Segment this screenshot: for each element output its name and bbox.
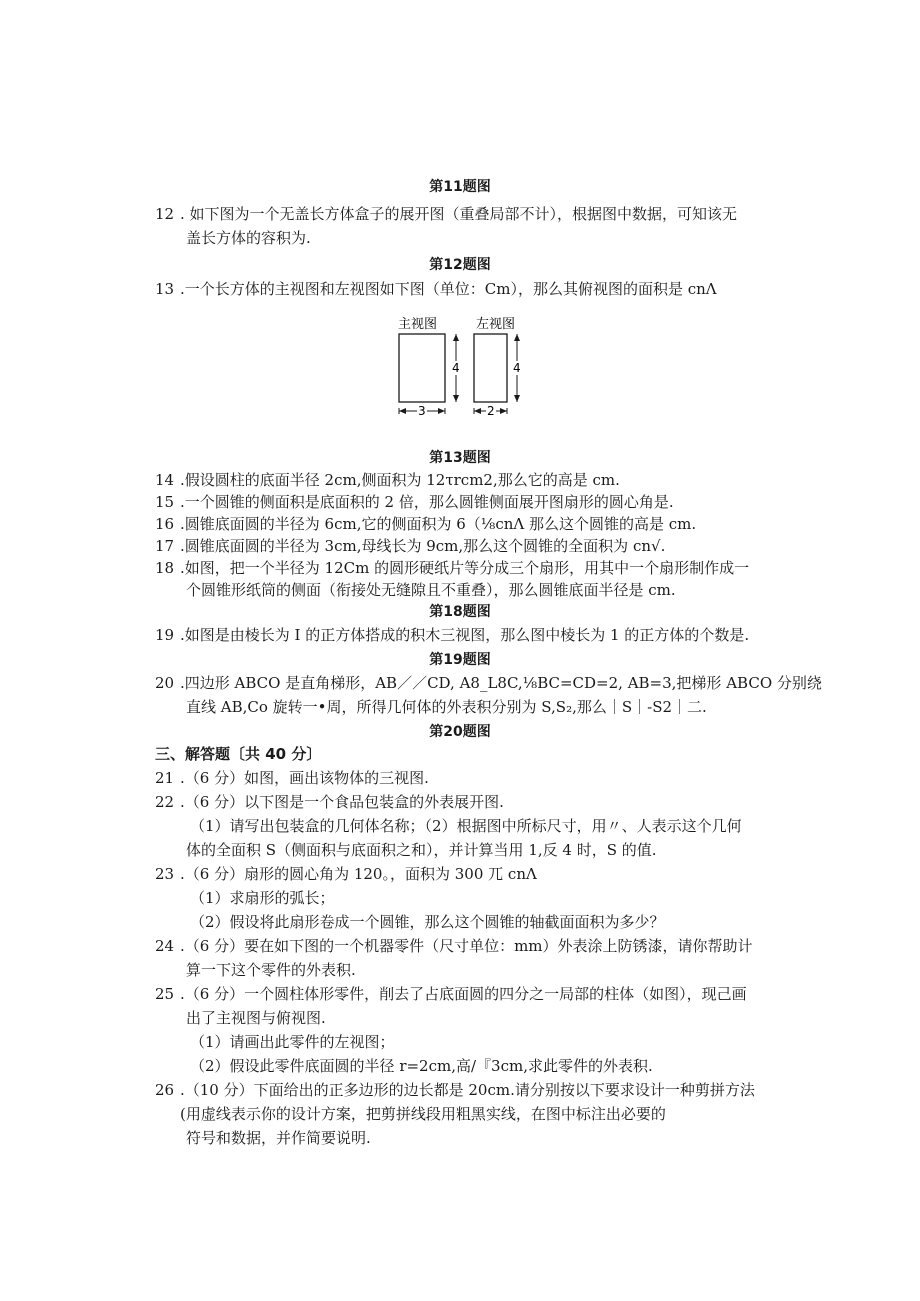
question-text: .（6 分）扇形的圆心角为 120。，面积为 300 兀 cnΛ [180,865,537,883]
question-number: 12 [155,205,175,223]
question-text: .四边形 ABCO 是直角梯形，AB／／CD, A8_L8C,⅛BC=CD=2, AB=3,把梯形 ABCO 分别绕 [180,674,822,692]
question-text: .（6 分）如图，画出该物体的三视图. [180,769,429,787]
question-text: 盖长方体的容积为. [186,229,311,247]
figure-caption-12: 第12题图 [429,257,491,273]
question-text: .一个长方体的主视图和左视图如下图（单位：Cm），那么其俯视图的面积是 cnΛ [180,280,717,298]
question-number: 25 [155,985,175,1003]
question-text: (用虚线表示你的设计方案，把剪拼线段用粗黑实线，在图中标注出必要的 [180,1105,666,1123]
front-view-label: 主视图 [398,317,438,332]
question-text: （2）假设将此扇形卷成一个圆锥，那么这个圆锥的轴截面面积为多少？ [190,913,665,931]
question-number: 14 [155,471,175,489]
question-number: 15 [155,493,175,511]
question-text: （1）请画出此零件的左视图； [190,1033,395,1051]
question-text: .（6 分）要在如下图的一个机器零件（尺寸单位：mm）外表涂上防锈漆，请你帮助计 [180,937,753,955]
question-number: 20 [155,674,175,692]
question-text: .（6 分）一个圆柱体形零件，削去了占底面圆的四分之一局部的柱体（如图），现己画 [180,985,747,1003]
question-number: 17 [155,537,175,555]
question-number: 23 [155,865,175,883]
front-height-value: 4 [452,361,460,375]
question-text: （1）求扇形的弧长； [190,889,335,907]
figure-caption-11: 第11题图 [429,179,491,195]
question-number: 19 [155,626,175,644]
question-text: .一个圆锥的侧面积是底面积的 2 倍，那么圆锥侧面展开图扇形的圆心角是. [180,493,674,511]
question-text: 体的全面积 S（侧面积与底面积之和），并计算当用 1,反 4 时，S 的值. [186,841,657,859]
question-text: .如图是由棱长为 I 的正方体搭成的积木三视图，那么图中棱长为 1 的正方体的个数是. [180,626,750,644]
section-heading: 三、解答题〔共 40 分〕 [155,745,322,763]
question-text: .圆锥底面圆的半径为 3cm,母线长为 9cm,那么这个圆锥的全面积为 cn√. [180,537,666,555]
question-number: 26 [155,1081,175,1099]
question-text: .圆锥底面圆的半径为 6cm,它的侧面积为 6（⅛cnΛ 那么这个圆锥的高是 cm. [180,515,697,533]
figure-caption-18: 第18题图 [429,604,491,620]
question-text: .假设圆柱的底面半径 2cm,侧面积为 12τrcm2,那么它的高是 cm. [180,471,620,489]
question-text: 出了主视图与俯视图. [186,1009,326,1027]
front-width-value: 3 [418,404,426,418]
question-text: .（6 分）以下图是一个食品包装盒的外表展开图. [180,793,504,811]
question-text: .如图，把一个半径为 12Cm 的圆形硬纸片等分成三个扇形，用其中一个扇形制作成一 [180,559,750,577]
figure-caption-19: 第19题图 [429,652,491,668]
question-text: . 如下图为一个无盖长方体盒子的展开图（重叠局部不计），根据图中数据，可知该无 [180,205,738,223]
question-number: 16 [155,515,175,533]
left-view-rect [474,334,507,402]
question-number: 24 [155,937,175,955]
front-view-rect [399,334,445,402]
question-text: 个圆锥形纸筒的侧面（衔接处无缝隙且不重叠），那么圆锥底面半径是 cm. [186,581,676,599]
question-text: （1）请写出包装盒的几何体名称；（2）根据图中所标尺寸，用〃、人表示这个几何 [190,817,742,835]
three-view-figure [390,314,530,422]
question-number: 21 [155,769,175,787]
left-view-label: 左视图 [476,317,516,332]
left-height-value: 4 [513,361,521,375]
figure-caption-13: 第13题图 [429,450,491,466]
question-number: 22 [155,793,175,811]
question-number: 13 [155,280,175,298]
figure-caption-20: 第20题图 [429,724,491,740]
question-text: 直线 AB,Co 旋转一•周，所得几何体的外表积分别为 S,S₂,那么｜S｜-S2｜二. [186,698,707,716]
left-width-value: 2 [487,404,495,418]
question-text: 符号和数据，并作简要说明. [186,1129,371,1147]
question-text: .（10 分）下面给出的正多边形的边长都是 20cm.请分别按以下要求设计一种剪拼方法 [180,1081,755,1099]
question-text: （2）假设此零件底面圆的半径 r=2cm,高/『3cm,求此零件的外表积. [190,1057,653,1075]
question-number: 18 [155,559,175,577]
question-text: 算一下这个零件的外表积. [186,961,356,979]
